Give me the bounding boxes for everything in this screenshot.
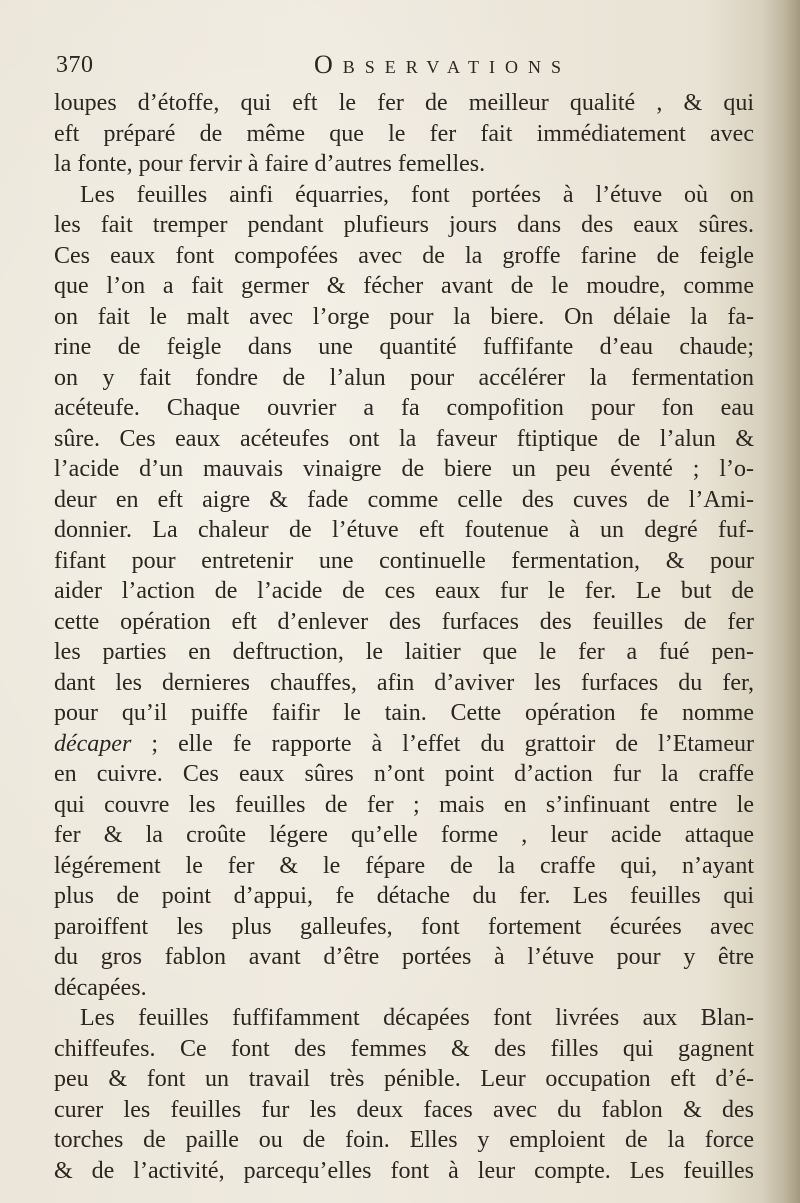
italic-term: décaper bbox=[54, 730, 132, 757]
text-line: rine de feigle dans une quantité fuffifante d’eau chaude; bbox=[54, 334, 754, 360]
text-line: sûre. Ces eaux acéteufes ont la faveur ftiptique de l’alun & bbox=[54, 425, 754, 452]
text-line: que l’on a fait germer & fécher avant de le moudre, comme bbox=[54, 273, 754, 299]
text-line: fifant pour entretenir une continuelle fermentation, & pour bbox=[54, 547, 754, 574]
text-line: les fait tremper pendant plufieurs jours dans des eaux sûres. bbox=[54, 212, 754, 238]
text-line: on fait le malt avec l’orge pour la biere. On délaie la fa- bbox=[54, 303, 754, 330]
text-line: l’acide d’un mauvais vinaigre de biere un peu éventé ; l’o- bbox=[54, 456, 754, 482]
page-header bbox=[56, 50, 746, 90]
text-line: deur en eft aigre & fade comme celle des cuves de l’Ami- bbox=[54, 486, 754, 513]
text-line: curer les feuilles fur les deux faces avec du fablon & des bbox=[54, 1096, 754, 1123]
text-line-rest: ; elle fe rapporte à l’effet du grattoir de l’Etameur bbox=[131, 730, 754, 757]
text-line: on y fait fondre de l’alun pour accélérer la fermentation bbox=[54, 364, 754, 391]
text-line: dant les dernieres chauffes, afin d’aviver les furfaces du fer, bbox=[54, 669, 754, 696]
text-line: peu & font un travail très pénible. Leur occupation eft d’é- bbox=[54, 1066, 754, 1092]
text-line: eft préparé de même que le fer fait immédiatement avec bbox=[54, 120, 754, 147]
body-text bbox=[54, 88, 754, 1186]
text-line: décapées. bbox=[54, 974, 147, 1001]
text-line: aider l’action de l’acide de ces eaux fur le fer. Le but de bbox=[54, 578, 754, 604]
text-line: les parties en deftruction, le laitier que le fer a fué pen- bbox=[54, 639, 754, 665]
text-line: paroiffent les plus galleufes, font fortement écurées avec bbox=[54, 913, 754, 940]
text-line: loupes d’étoffe, qui eft le fer de meilleur qualité , & qui bbox=[54, 90, 754, 116]
text-line: pour qu’il puiffe faifir le tain. Cette opération fe nomme bbox=[54, 700, 754, 726]
text-line bbox=[54, 729, 754, 760]
text-line: qui couvre les feuilles de fer ; mais en s’infinuant entre le bbox=[54, 791, 754, 818]
text-line: fer & la croûte légere qu’elle forme , leur acide attaque bbox=[54, 822, 754, 848]
text-line: du gros fablon avant d’être portées à l’étuve pour y être bbox=[54, 944, 754, 970]
text-line: Ces eaux font compofées avec de la groffe farine de feigle bbox=[54, 242, 754, 269]
text-line: chiffeufes. Ce font des femmes & des filles qui gagnent bbox=[54, 1035, 754, 1062]
page-edge-shadow bbox=[762, 0, 800, 1203]
text-line: cette opération eft d’enlever des furfaces des feuilles de fer bbox=[54, 608, 754, 635]
text-line: acéteufe. Chaque ouvrier a fa compofition pour fon eau bbox=[54, 395, 754, 421]
running-title: Observations bbox=[314, 50, 572, 79]
text-line: donnier. La chaleur de l’étuve eft foutenue à un degré fuf- bbox=[54, 517, 754, 543]
text-line: Les feuilles fuffifamment décapées font livrées aux Blan- bbox=[80, 1005, 754, 1031]
text-line: la fonte, pour fervir à faire d’autres femelles. bbox=[54, 151, 486, 177]
text-line: en cuivre. Ces eaux sûres n’ont point d’action fur la craffe bbox=[54, 761, 754, 787]
text-line: & de l’activité, parcequ’elles font à leur compte. Les feuilles bbox=[54, 1157, 754, 1184]
text-line: légérement le fer & le fépare de la craffe qui, n’ayant bbox=[54, 852, 754, 879]
text-line: torches de paille ou de foin. Elles y emploient de la force bbox=[54, 1127, 754, 1153]
page-number: 370 bbox=[56, 52, 94, 78]
text-line: Les feuilles ainfi équarries, font portées à l’étuve où on bbox=[80, 181, 754, 208]
text-line: plus de point d’appui, fe détache du fer. Les feuilles qui bbox=[54, 883, 754, 909]
